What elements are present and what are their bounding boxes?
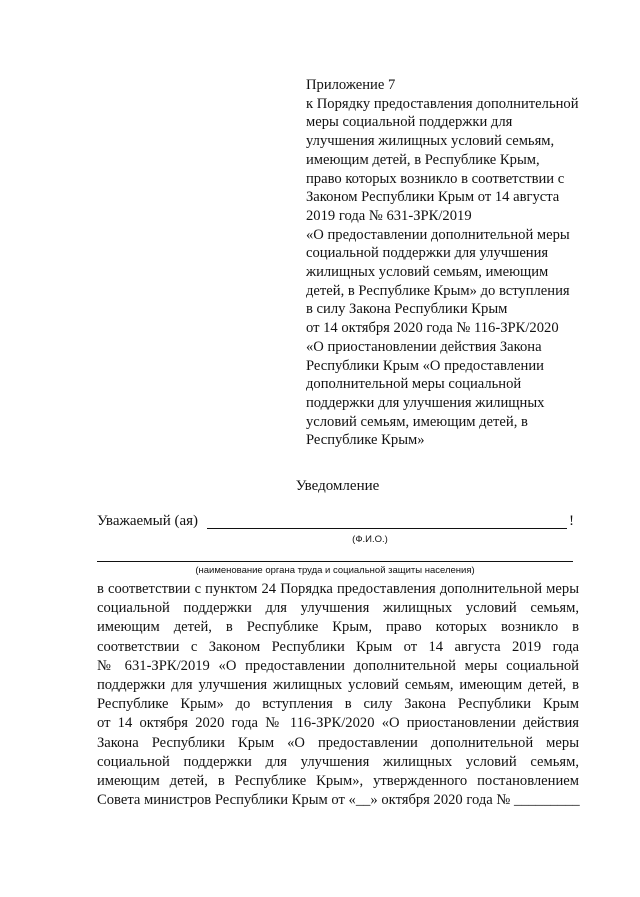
appendix-line: имеющим детей, в Республике Крым,: [306, 151, 540, 168]
body-line: от 14 октября 2020 года № 116-ЗРК/2020 «О приостановлении действия: [97, 715, 579, 732]
body-line: соответствии с Законом Республики Крым от 14 августа 2019 года: [97, 638, 579, 655]
appendix-line: 2019 года № 631-ЗРК/2019: [306, 207, 472, 224]
organization-name-blank: [97, 561, 573, 562]
greeting-label: Уважаемый (ая): [97, 513, 199, 529]
body-line: Совета министров Республики Крым от «__» октября 2020 года № _________: [97, 792, 580, 809]
document-title: Уведомление: [295, 478, 380, 494]
appendix-line: меры социальной поддержки для: [306, 114, 513, 131]
appendix-line: Приложение 7: [306, 77, 396, 93]
organization-caption: (наименование органа труда и социальной защиты населения): [195, 565, 475, 576]
appendix-line: социальной поддержки для улучшения: [306, 245, 549, 262]
appendix-header: [306, 76, 596, 450]
appendix-line: Республике Крым»: [306, 432, 425, 449]
appendix-line: поддержки для улучшения жилищных: [306, 394, 545, 411]
appendix-line: улучшения жилищных условий семьям,: [306, 133, 555, 150]
notice-body: [97, 580, 579, 810]
appendix-line: условий семьям, имеющим детей, в: [306, 413, 528, 430]
recipient-name-blank: [207, 528, 567, 529]
body-line: поддержки для улучшения жилищных условий семьям, имеющим детей, в: [97, 677, 579, 694]
appendix-line: жилищных условий семьям, имеющим: [306, 264, 549, 281]
appendix-line: «О приостановлении действия Закона: [306, 338, 542, 355]
appendix-line: детей, в Республике Крым» до вступления: [306, 282, 570, 299]
appendix-line: от 14 октября 2020 года № 116-ЗРК/2020: [306, 320, 559, 337]
body-line: в соответствии с пунктом 24 Порядка предоставления дополнительной меры: [97, 581, 579, 597]
appendix-line: дополнительной меры социальной: [306, 376, 522, 393]
body-line: имеющим детей, в Республике Крым, право которых возникло в: [97, 619, 579, 636]
appendix-line: в силу Закона Республики Крым: [306, 301, 508, 318]
appendix-line: к Порядку предоставления дополнительной: [306, 95, 579, 112]
body-line: социальной поддержки для улучшения жилищных условий семьям,: [97, 600, 579, 617]
body-line: социальной поддержки для улучшения жилищных условий семьям,: [97, 753, 579, 770]
appendix-line: Республики Крым «О предоставлении: [306, 357, 544, 374]
greeting-end-mark: !: [569, 513, 574, 529]
greeting-line: [97, 511, 579, 531]
body-line: № 631-ЗРК/2019 «О предоставлении дополнительной меры социальной: [97, 657, 579, 674]
appendix-line: Законом Республики Крым от 14 августа: [306, 189, 560, 206]
fio-caption: (Ф.И.О.): [352, 534, 388, 545]
body-line: имеющим детей, в Республике Крым», утвержденного постановлением: [97, 773, 579, 790]
appendix-line: право которых возникло в соответствии с: [306, 170, 565, 187]
body-line: Закона Республики Крым «О предоставлении дополнительной меры: [97, 734, 579, 751]
appendix-line: «О предоставлении дополнительной меры: [306, 226, 570, 243]
body-line: Республике Крым» до вступления в силу Закона Республики Крым: [97, 696, 579, 713]
